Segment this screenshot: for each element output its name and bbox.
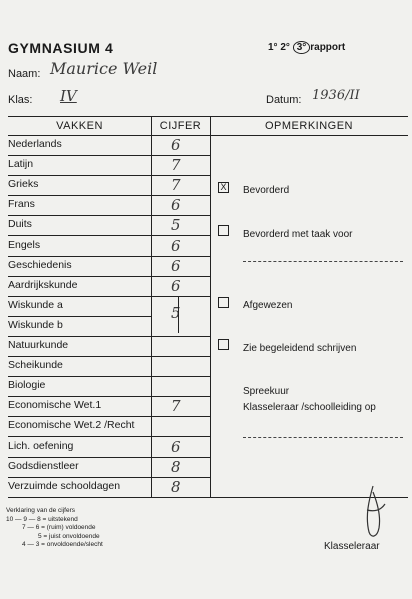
signature-label: Klasseleraar: [324, 541, 380, 552]
remark-bevorderd-taak: Bevorderd met taak voor: [243, 229, 353, 240]
subject-name: Biologie: [8, 379, 46, 392]
rapport-number: [268, 41, 345, 54]
table-row: [8, 356, 210, 377]
subject-name: Wiskunde b: [8, 318, 63, 331]
checkbox-zie[interactable]: [218, 339, 229, 350]
klas-value: IV: [60, 87, 77, 105]
key-title: Verklaring van de cijfers: [6, 507, 76, 514]
dashed-line-1: [243, 261, 403, 262]
remark-afgewezen: Afgewezen: [243, 300, 293, 311]
name-label: Naam:: [8, 68, 41, 80]
rapport-label: rapport: [310, 42, 346, 53]
rapport-first: 1°: [268, 42, 278, 53]
subject-name: Nederlands: [8, 138, 62, 151]
remark-zie: Zie begeleidend schrijven: [243, 343, 357, 354]
dashed-line-2: [243, 437, 403, 438]
subject-name: Scheikunde: [8, 359, 63, 372]
wiskunde-grade: 5: [171, 304, 181, 322]
header-vakken: VAKKEN: [8, 117, 151, 136]
subject-grade: 7: [171, 176, 181, 195]
school-title: GYMNASIUM 4: [8, 40, 114, 56]
checkbox-bevorderd-taak[interactable]: [218, 225, 229, 236]
klas-label: Klas:: [8, 94, 33, 106]
subject-name: Latijn: [8, 158, 34, 171]
header-cijfer: CIJFER: [151, 117, 210, 136]
subject-name: Aardrijkskunde: [8, 278, 78, 291]
subject-grade: 7: [171, 156, 181, 175]
subject-grade: 5: [171, 216, 181, 235]
subject-grade: 8: [171, 457, 181, 476]
datum-value: 1936/II: [312, 88, 360, 103]
subject-grade: 6: [171, 276, 181, 295]
key-line: 4 — 3 = onvoldoende/slecht: [22, 541, 103, 548]
rapport-third-circled: 3°: [293, 41, 311, 54]
subject-grade: 6: [171, 136, 181, 154]
subject-name: Natuurkunde: [8, 339, 69, 352]
checkbox-bevorderd[interactable]: X: [218, 182, 229, 193]
key-line: 7 — 6 = (ruim) voldoende: [22, 524, 96, 531]
signature-mark: [355, 482, 395, 542]
subject-grade: 8: [171, 477, 181, 496]
subject-grade: 7: [171, 397, 181, 416]
remark-spreekuur: Spreekuur: [243, 386, 290, 397]
table-row: [8, 296, 151, 317]
table-row: [8, 336, 210, 357]
grades-table: [8, 116, 408, 498]
subject-name: Wiskunde a: [8, 298, 63, 311]
key-line: 5 = juist onvoldoende: [38, 532, 100, 540]
table-row: [8, 376, 210, 397]
subject-name: Geschiedenis: [8, 258, 72, 271]
key-line: 10 — 9 — 8 = uitstekend: [6, 515, 78, 523]
subject-name: Godsdienstleer: [8, 459, 79, 472]
subject-name: Economische Wet.2 /Recht: [8, 419, 135, 432]
rapport-second: 2°: [280, 42, 290, 53]
subject-grade: 6: [171, 196, 181, 215]
checkbox-afgewezen[interactable]: [218, 297, 229, 308]
remark-klasseleraar-school: Klasseleraar /schoolleiding op: [243, 402, 376, 413]
subject-name: Frans: [8, 198, 35, 211]
grade-key: [6, 507, 156, 550]
datum-label: Datum:: [266, 94, 302, 106]
subject-name: Economische Wet.1: [8, 399, 102, 412]
remark-bevorderd: Bevorderd: [243, 185, 290, 196]
table-row: [8, 316, 210, 337]
subject-grade: 6: [171, 256, 181, 275]
subject-grade: 6: [171, 236, 181, 255]
subject-name: Duits: [8, 218, 32, 231]
subject-name: Verzuimde schooldagen: [8, 479, 121, 492]
subject-name: Engels: [8, 238, 41, 251]
name-value: Maurice Weil: [50, 59, 158, 78]
table-row: [8, 416, 210, 437]
header-opmerkingen: OPMERKINGEN: [210, 117, 408, 136]
subject-grade: 6: [171, 437, 181, 456]
subject-name: Grieks: [8, 178, 39, 191]
subject-name: Lich. oefening: [8, 439, 74, 452]
